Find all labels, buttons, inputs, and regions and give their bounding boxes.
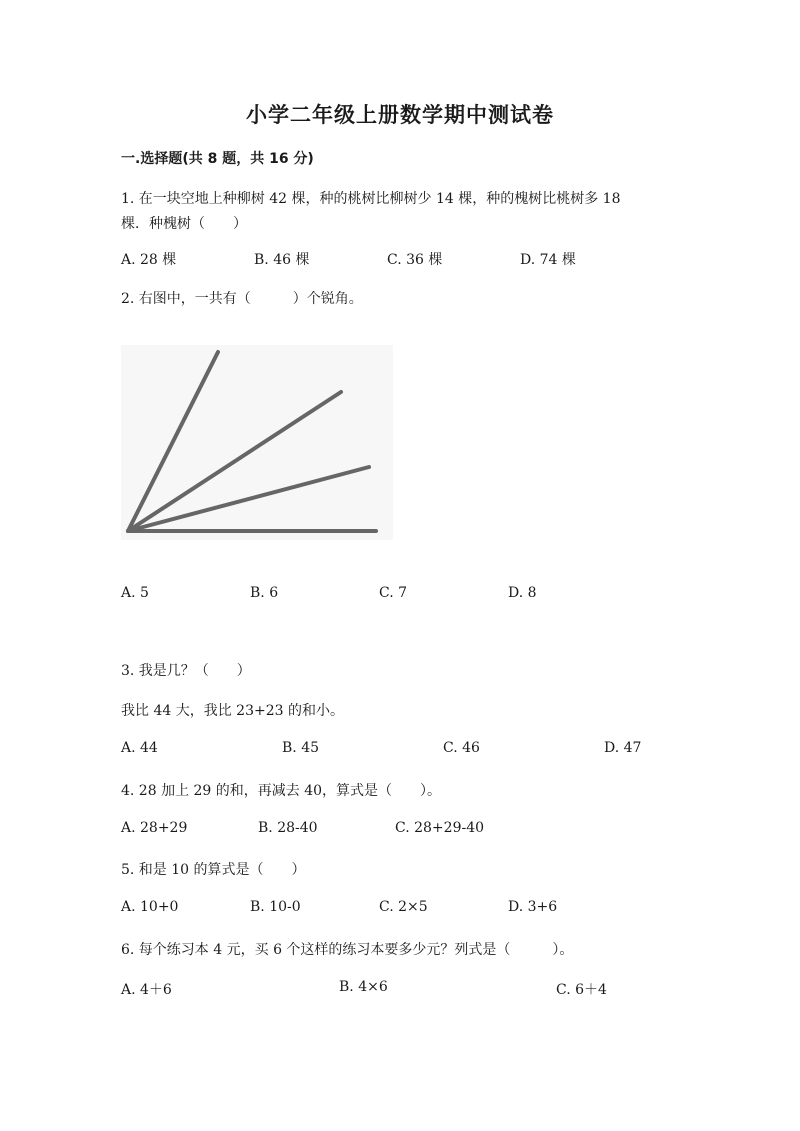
question-1-option-a: A. 28 棵 xyxy=(121,252,177,268)
question-6-option-c: C. 6＋4 xyxy=(556,982,607,998)
question-3-subtext: 我比 44 大，我比 23+23 的和小。 xyxy=(121,703,344,719)
question-2-text: 2. 右图中，一共有（ ）个锐角。 xyxy=(121,291,363,307)
question-1-option-b: B. 46 棵 xyxy=(254,252,310,268)
question-5-option-d: D. 3+6 xyxy=(508,899,558,915)
question-4-option-b: B. 28-40 xyxy=(258,820,318,836)
question-3-option-c: C. 46 xyxy=(443,740,480,756)
rays-diagram xyxy=(121,340,397,540)
question-1-option-c: C. 36 棵 xyxy=(387,252,443,268)
question-4-option-c: C. 28+29-40 xyxy=(395,820,485,836)
question-2-option-c: C. 7 xyxy=(379,585,408,601)
section-heading: 一.选择题(共 8 题，共 16 分) xyxy=(121,151,314,167)
question-3-text: 3. 我是几？（ ） xyxy=(121,663,251,679)
question-5-option-b: B. 10-0 xyxy=(250,899,301,915)
question-6-text: 6. 每个练习本 4 元，买 6 个这样的练习本要多少元？列式是（ ）。 xyxy=(121,942,574,958)
question-2-option-b: B. 6 xyxy=(250,585,279,601)
question-6-option-a: A. 4＋6 xyxy=(121,982,172,998)
question-1-option-d: D. 74 棵 xyxy=(520,252,576,268)
question-3-option-a: A. 44 xyxy=(121,740,158,756)
question-2-option-d: D. 8 xyxy=(508,585,537,601)
question-2-option-a: A. 5 xyxy=(121,585,149,601)
question-5-option-c: C. 2×5 xyxy=(379,899,428,915)
acute-angles-figure xyxy=(121,340,397,540)
question-1-text-line2: 棵．种槐树（ ） xyxy=(121,216,247,232)
question-3-option-d: D. 47 xyxy=(604,740,642,756)
question-4-option-a: A. 28+29 xyxy=(121,820,188,836)
question-3-option-b: B. 45 xyxy=(282,740,320,756)
page-title: 小学二年级上册数学期中测试卷 xyxy=(246,102,554,127)
question-5-option-a: A. 10+0 xyxy=(121,899,179,915)
question-6-option-b: B. 4×6 xyxy=(339,979,388,995)
question-4-text: 4. 28 加上 29 的和，再减去 40，算式是（ ）。 xyxy=(121,783,442,799)
question-5-text: 5. 和是 10 的算式是（ ） xyxy=(121,862,306,878)
question-1-text-line1: 1. 在一块空地上种柳树 42 棵，种的桃树比柳树少 14 棵，种的槐树比桃树多 18 xyxy=(121,191,621,207)
